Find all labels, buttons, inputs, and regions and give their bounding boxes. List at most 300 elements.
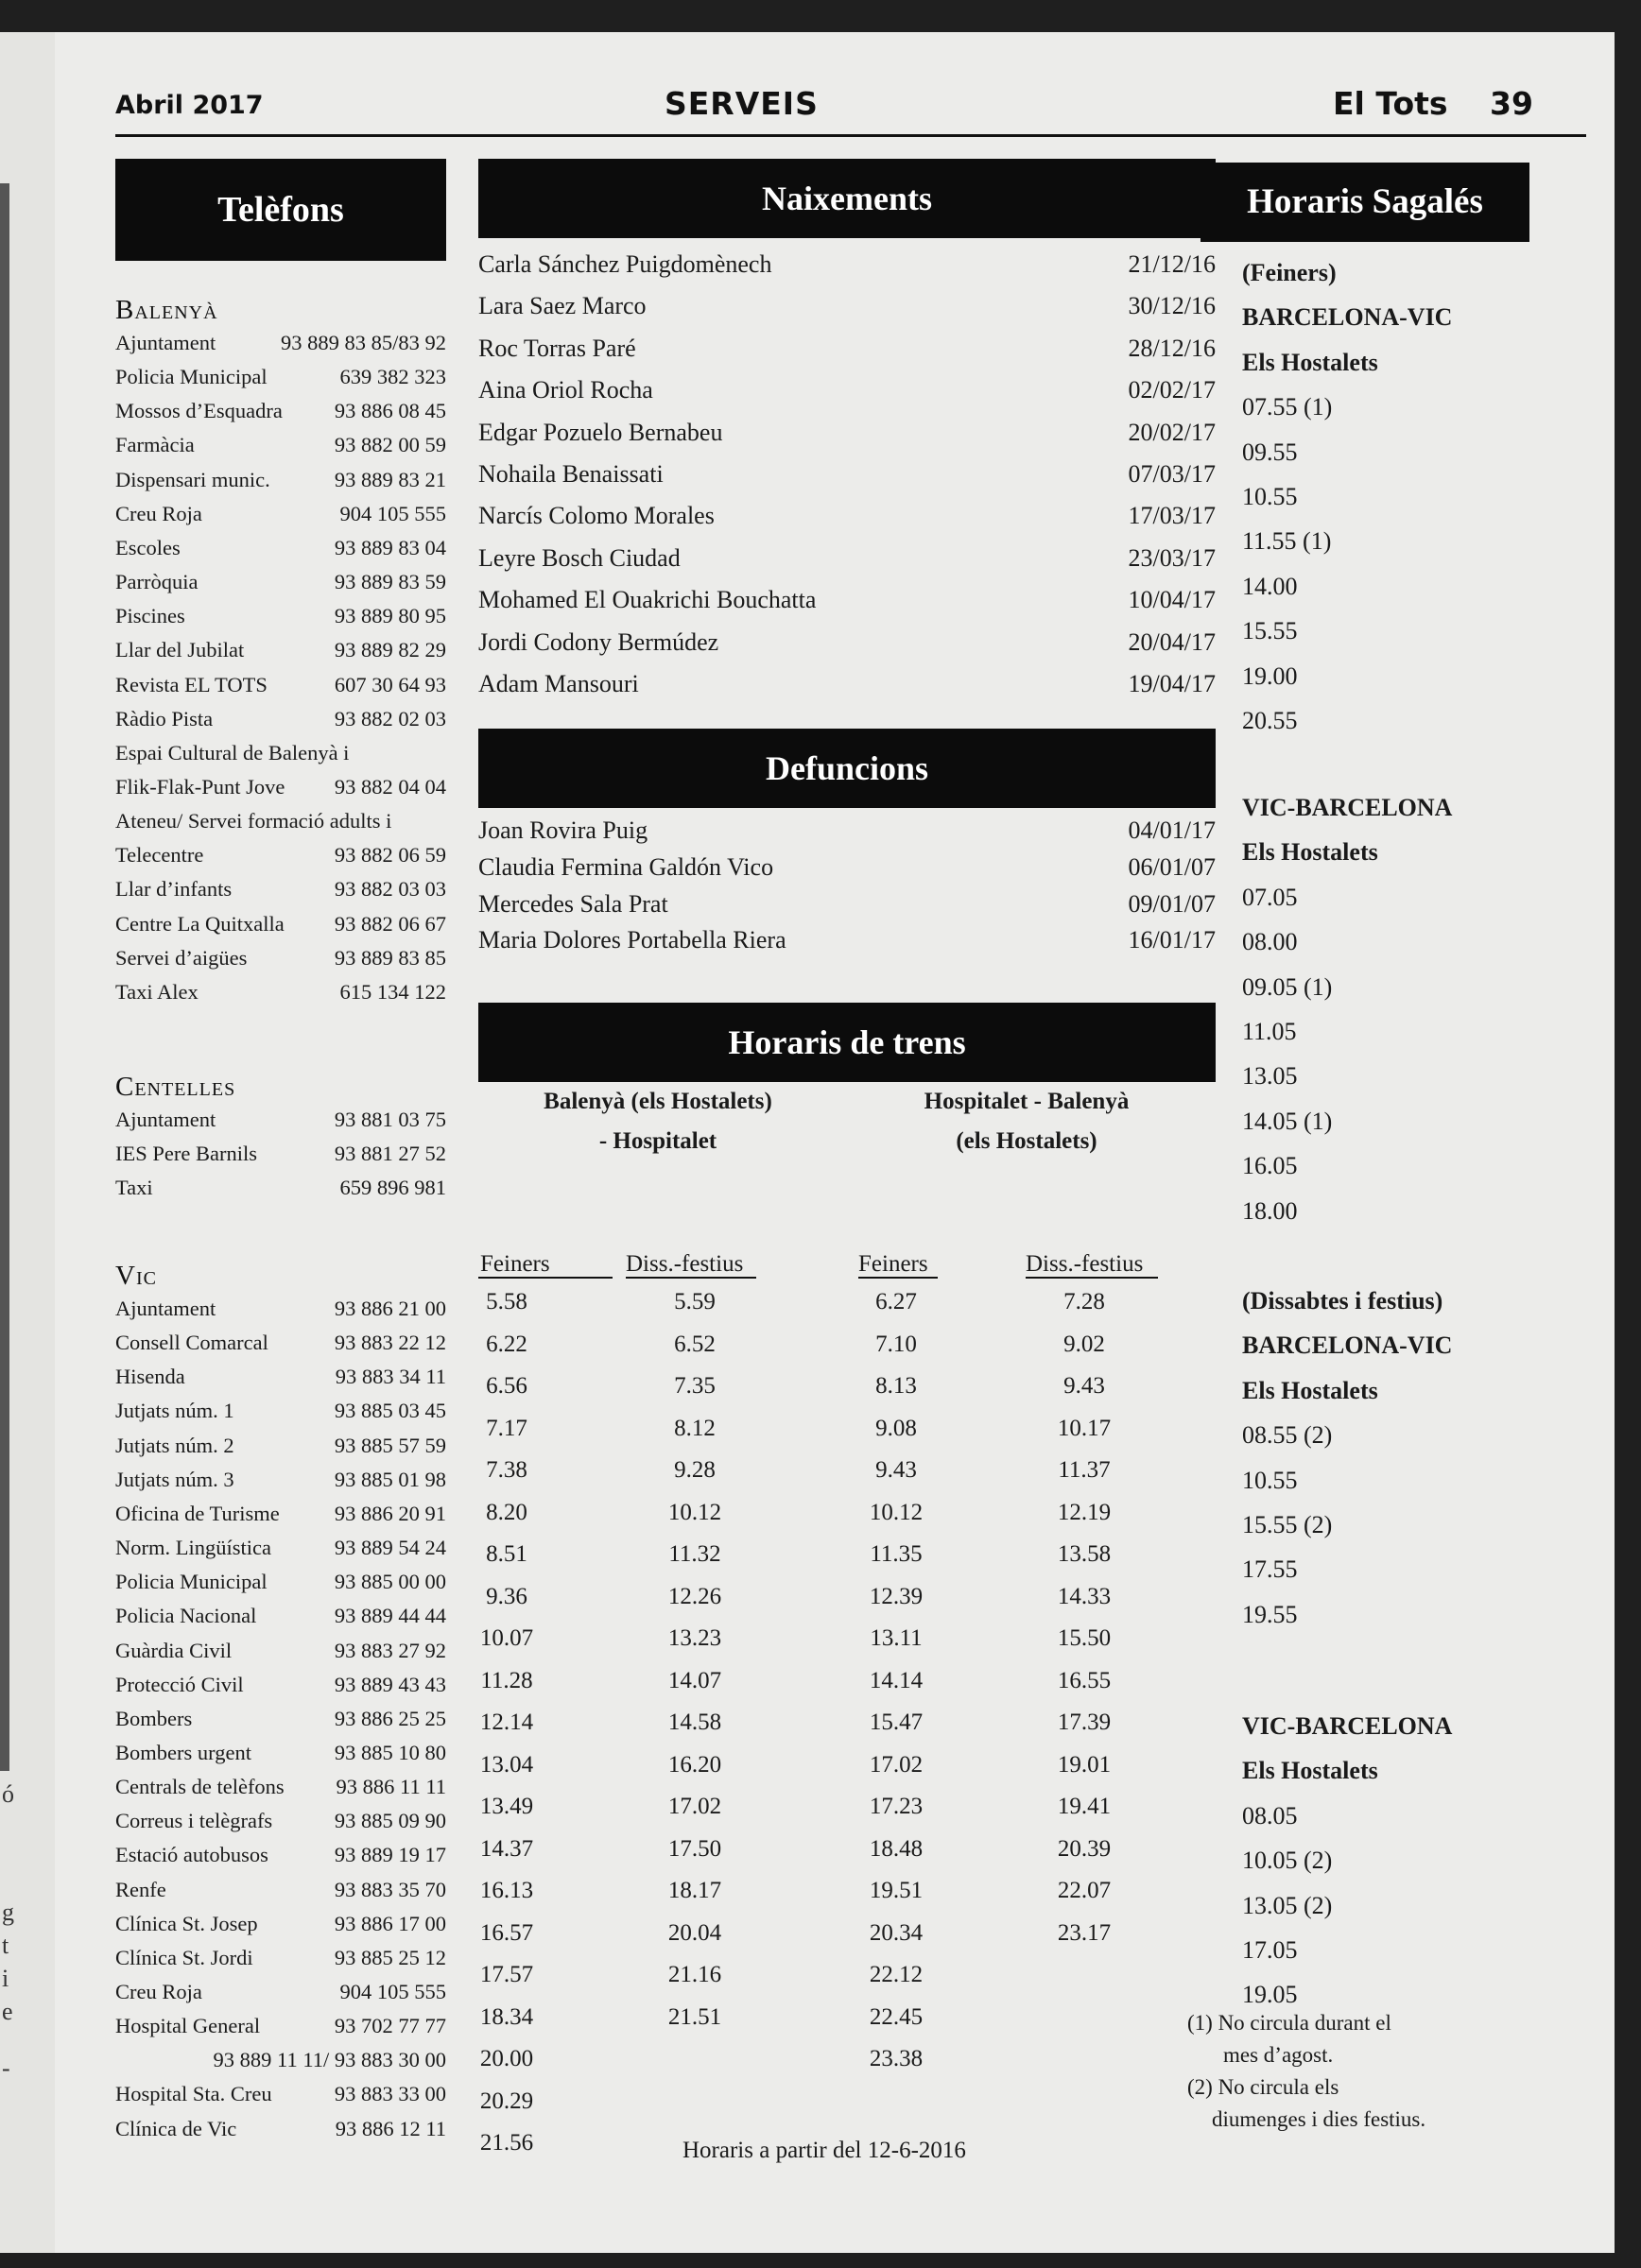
phone-entry <box>115 1741 446 1775</box>
phone-entry <box>115 570 446 604</box>
phone-entry-number: 93 886 08 45 <box>334 399 446 423</box>
sagales-time: 15.55 <box>1242 617 1298 645</box>
train-time: 9.36 <box>486 1583 527 1609</box>
phone-entry <box>115 502 446 536</box>
phone-entry <box>115 877 446 911</box>
phone-entry-name: Ràdio Pista <box>115 706 214 730</box>
defuncions-name: Maria Dolores Portabella Riera <box>478 926 786 954</box>
phone-entry-name: Centre La Quitxalla <box>115 911 285 936</box>
phone-entry-name: Telecentre <box>115 843 204 868</box>
naixements-title: Naixements <box>762 180 932 217</box>
train-col-label: Feiners <box>480 1251 550 1277</box>
phone-entry-name: Llar del Jubilat <box>115 638 245 662</box>
phone-entry-label: Espai Cultural de Balenyà i <box>115 740 350 765</box>
phone-entry-number: 904 105 555 <box>339 1980 446 2003</box>
phone-entry <box>115 912 446 946</box>
sagales-heading: BARCELONA-VIC <box>1242 303 1453 332</box>
sagales-heading: VIC-BARCELONA <box>1242 1712 1453 1740</box>
train-direction-1-line1: Balenyà (els Hostalets) <box>544 1089 772 1114</box>
train-time: 13.11 <box>870 1625 923 1651</box>
train-col-label: Feiners <box>858 1251 928 1277</box>
train-time: 17.50 <box>667 1835 722 1862</box>
train-time: 19.51 <box>869 1878 924 1903</box>
sagales-time: 18.00 <box>1242 1196 1298 1225</box>
train-time: 16.20 <box>667 1751 722 1778</box>
sagales-heading: Els Hostalets <box>1242 348 1378 376</box>
phone-entry-name: Taxi Alex <box>115 979 199 1004</box>
phone-entry-number: 93 882 06 67 <box>334 911 446 936</box>
defuncions-date: 04/01/17 <box>1128 816 1216 844</box>
train-time: 5.59 <box>674 1289 716 1314</box>
phone-entry-number: 93 886 11 11 <box>336 1775 446 1799</box>
phone-entry <box>115 2117 446 2151</box>
naixements-name: Jordi Codony Bermúdez <box>478 627 719 656</box>
sagales-time: 16.05 <box>1242 1152 1298 1180</box>
train-time: 18.17 <box>667 1878 722 1903</box>
phone-entry-number: 93 886 25 25 <box>334 1706 446 1730</box>
phone-entry <box>115 468 446 502</box>
sagales-time: 13.05 (2) <box>1242 1891 1333 1919</box>
phone-entry <box>115 365 446 399</box>
sagales-note: (2) No circula els <box>1187 2075 1339 2099</box>
phone-entry <box>115 1843 446 1877</box>
train-time: 21.56 <box>479 2130 534 2156</box>
phone-entry <box>115 1980 446 2014</box>
phone-entry-name: Bombers <box>115 1706 193 1730</box>
phone-entry-name: Protecció Civil <box>115 1672 244 1696</box>
train-time: 9.08 <box>875 1415 917 1441</box>
phone-entry-number: 93 889 80 95 <box>334 604 446 628</box>
phone-entry <box>115 707 446 741</box>
magazine-page <box>55 32 1615 2253</box>
defuncions-date: 09/01/07 <box>1128 889 1216 918</box>
phone-entry-number: 93 889 83 59 <box>334 570 446 594</box>
naixements-date: 20/02/17 <box>1128 418 1216 446</box>
phone-entry <box>115 1536 446 1570</box>
train-time: 14.37 <box>479 1835 534 1862</box>
edge-fragment: i <box>2 1965 9 1992</box>
train-col-underline <box>858 1277 938 1279</box>
phone-entry <box>115 980 446 1014</box>
phone-entry-name: Taxi <box>115 1176 153 1200</box>
phone-group-heading: Centelles <box>115 1072 236 1102</box>
phone-entry <box>115 1108 446 1142</box>
train-time: 19.41 <box>1057 1794 1112 1819</box>
train-time: 6.27 <box>875 1289 917 1314</box>
phone-entry-name: Flik-Flak-Punt Jove <box>115 774 285 799</box>
phone-entry-number: 93 885 01 98 <box>334 1467 446 1491</box>
issue-date: Abril 2017 <box>115 91 264 120</box>
sagales-note: diumenges i dies festius. <box>1212 2107 1426 2131</box>
train-time: 16.57 <box>479 1919 534 1946</box>
sagales-time: 10.55 <box>1242 483 1298 510</box>
phone-entry-number: 93 881 27 52 <box>334 1142 446 1166</box>
train-time: 6.22 <box>486 1331 527 1357</box>
phone-entry-name: Mossos d’Esquadra <box>115 399 283 423</box>
train-time: 22.12 <box>869 1962 924 1987</box>
phone-entry-number: 93 889 83 04 <box>334 535 446 559</box>
train-col-label: Diss.-festius <box>1026 1251 1144 1277</box>
phone-entry-number: 93 885 10 80 <box>334 1740 446 1764</box>
sagales-heading: Els Hostalets <box>1242 1376 1378 1404</box>
sagales-title: Horaris Sagalés <box>1247 182 1483 221</box>
phone-entry-name: Revista EL TOTS <box>115 672 268 696</box>
phone-entry <box>115 1570 446 1604</box>
edge-fragment: t <box>2 1932 9 1959</box>
sagales-time: 14.00 <box>1242 572 1298 600</box>
naixements-title-box <box>478 159 1216 238</box>
train-time: 21.16 <box>667 1962 722 1987</box>
phone-entry-name: Policia Municipal <box>115 365 268 389</box>
train-time: 22.45 <box>869 2003 924 2030</box>
phone-entry-number: 93 889 19 17 <box>334 1843 446 1867</box>
edge-fragment: - <box>2 2054 10 2082</box>
phone-entry-number: 93 885 57 59 <box>334 1433 446 1457</box>
sagales-time: 19.00 <box>1242 662 1298 690</box>
sagales-time: 19.05 <box>1242 1981 1298 2009</box>
phone-entry-name: Centrals de telèfons <box>115 1775 285 1799</box>
train-time: 7.38 <box>486 1457 527 1483</box>
phone-entry <box>115 1297 446 1331</box>
phone-entry-number: 93 886 21 00 <box>334 1297 446 1320</box>
phone-entry <box>115 1775 446 1809</box>
train-direction-2 <box>847 1089 1206 1155</box>
phone-entry-name: Jutjats núm. 3 <box>115 1467 234 1491</box>
naixements-name: Carla Sánchez Puigdomènech <box>478 250 772 278</box>
sagales-heading: VIC-BARCELONA <box>1242 794 1453 821</box>
naixements-date: 23/03/17 <box>1128 543 1216 572</box>
phone-entry-name: Jutjats núm. 2 <box>115 1433 234 1457</box>
phone-entry-number: 93 882 02 03 <box>334 706 446 730</box>
phone-entry-number: 93 885 00 00 <box>334 1570 446 1594</box>
phone-entry-number: 93 882 06 59 <box>334 843 446 868</box>
naixements-name: Edgar Pozuelo Bernabeu <box>478 418 723 446</box>
naixements-name: Adam Mansouri <box>478 670 639 697</box>
phone-entry-name: Farmàcia <box>115 433 195 457</box>
train-time: 13.04 <box>479 1751 534 1778</box>
defuncions-title: Defuncions <box>765 749 929 787</box>
sagales-heading: BARCELONA-VIC <box>1242 1332 1453 1360</box>
train-time: 17.23 <box>869 1794 924 1819</box>
train-direction-2-line1: Hospitalet - Balenyà <box>924 1089 1130 1114</box>
phone-entry-number: 93 881 03 75 <box>334 1108 446 1131</box>
phone-entry <box>115 775 446 809</box>
train-time: 18.48 <box>869 1835 924 1862</box>
publication-name: El Tots <box>1333 85 1448 122</box>
train-time: 8.12 <box>674 1415 716 1441</box>
train-time: 21.51 <box>667 2003 722 2030</box>
phone-entry <box>115 1434 446 1468</box>
phone-entry-number: 93 885 03 45 <box>334 1399 446 1423</box>
train-time: 7.10 <box>875 1331 917 1357</box>
train-time: 14.14 <box>869 1667 924 1693</box>
phone-entry-number: 93 702 77 77 <box>334 2014 446 2038</box>
phone-entry-number: 93 883 35 70 <box>334 1877 446 1901</box>
page-number: 39 <box>1490 85 1533 122</box>
train-time: 12.39 <box>869 1583 924 1609</box>
train-time: 6.56 <box>486 1373 527 1399</box>
phone-entry-number: 93 882 00 59 <box>334 433 446 457</box>
train-time: 20.39 <box>1057 1835 1112 1862</box>
phone-entry-name: Escoles <box>115 535 181 559</box>
train-time: 10.07 <box>479 1625 534 1651</box>
train-time: 17.02 <box>869 1751 924 1778</box>
phone-entry <box>115 1809 446 1843</box>
sagales-time: 17.05 <box>1242 1936 1298 1964</box>
train-time: 12.19 <box>1057 1499 1112 1525</box>
sagales-time: 08.55 (2) <box>1242 1421 1333 1450</box>
phone-entry <box>115 1176 446 1210</box>
train-time: 18.34 <box>479 2003 534 2030</box>
sagales-note: (1) No circula durant el <box>1187 2011 1391 2035</box>
phone-entry-name: Policia Municipal <box>115 1570 268 1594</box>
phone-entry-number: 659 896 981 <box>339 1176 446 1200</box>
train-col-underline <box>626 1277 756 1279</box>
phone-entry <box>115 1502 446 1536</box>
naixements-date: 19/04/17 <box>1128 670 1216 697</box>
phone-entry <box>115 1946 446 1980</box>
trens-title-box <box>478 1003 1216 1082</box>
phone-entry-name: IES Pere Barnils <box>115 1142 257 1166</box>
sagales-time: 11.05 <box>1242 1018 1297 1045</box>
phone-entry <box>115 1673 446 1707</box>
train-time: 19.01 <box>1057 1751 1112 1778</box>
phone-entry-name: Hospital General <box>115 2014 261 2038</box>
phone-entry-name: Jutjats núm. 1 <box>115 1399 234 1423</box>
train-time: 12.26 <box>667 1583 722 1609</box>
sagales-time: 10.05 (2) <box>1242 1847 1333 1875</box>
phone-entry-number: 93 882 04 04 <box>334 774 446 799</box>
sagales-time: 14.05 (1) <box>1242 1107 1333 1135</box>
train-time: 9.28 <box>674 1457 716 1483</box>
phone-entry-number: 639 382 323 <box>339 365 446 389</box>
phone-entry-number: 93 889 83 21 <box>334 467 446 491</box>
phone-entry <box>115 2014 446 2048</box>
sagales-time: 13.05 <box>1242 1062 1298 1091</box>
train-time: 10.12 <box>667 1499 722 1525</box>
train-time: 6.52 <box>674 1331 716 1357</box>
naixements-name: Roc Torras Paré <box>478 334 636 362</box>
phone-entry <box>115 638 446 672</box>
edge-fragment: ó <box>2 1780 14 1808</box>
train-time: 7.28 <box>1063 1289 1105 1314</box>
phone-entry-name: Norm. Lingüística <box>115 1536 271 1560</box>
defuncions-date: 16/01/17 <box>1128 926 1216 954</box>
train-time: 10.17 <box>1057 1415 1112 1441</box>
phone-entry-name: Estació autobusos <box>115 1843 268 1867</box>
phone-entry <box>115 536 446 570</box>
naixements-date: 17/03/17 <box>1128 502 1216 530</box>
phone-entry-number: 93 883 33 00 <box>334 2082 446 2106</box>
phone-entry-name: Policia Nacional <box>115 1604 257 1628</box>
phone-entry-name: Hospital Sta. Creu <box>115 2082 272 2106</box>
phone-entry-number: 93 883 27 92 <box>334 1638 446 1662</box>
phone-entry-number: 93 886 20 91 <box>334 1501 446 1525</box>
phone-entry-name: Clínica St. Jordi <box>115 1945 253 1969</box>
phone-entry-name: Ajuntament <box>115 331 216 354</box>
sagales-time: 08.00 <box>1242 928 1298 956</box>
phone-entry-name: Renfe <box>115 1877 166 1901</box>
trens-title: Horaris de trens <box>728 1023 966 1061</box>
naixements-date: 21/12/16 <box>1128 250 1216 278</box>
phone-entry-name: Clínica de Vic <box>115 2116 237 2140</box>
train-time: 15.47 <box>869 1710 924 1735</box>
train-time: 7.17 <box>486 1415 527 1441</box>
sagales-time: 07.55 (1) <box>1242 393 1333 421</box>
phone-entry-name: Guàrdia Civil <box>115 1638 233 1662</box>
phone-group-heading: Vic <box>115 1261 157 1291</box>
sagales-heading: Els Hostalets <box>1242 838 1378 867</box>
train-col-underline <box>1026 1277 1158 1279</box>
edge-photo-strip <box>0 183 9 1771</box>
phone-entry <box>115 1604 446 1638</box>
naixements-name: Nohaila Benaissati <box>478 460 664 488</box>
train-time: 14.07 <box>667 1667 722 1693</box>
phone-entry-number: 93 886 17 00 <box>334 1911 446 1935</box>
phone-entry <box>115 2082 446 2116</box>
train-time: 23.17 <box>1057 1919 1112 1946</box>
phone-entry-number: 607 30 64 93 <box>334 672 446 696</box>
sagales-time: 10.55 <box>1242 1466 1298 1494</box>
phone-entry-number: 93 889 83 85 <box>334 945 446 970</box>
phone-entry <box>115 331 446 365</box>
defuncions-name: Mercedes Sala Prat <box>478 889 668 918</box>
train-time: 22.07 <box>1057 1878 1112 1903</box>
train-col-label: Diss.-festius <box>626 1251 744 1277</box>
defuncions-title-box <box>478 729 1216 808</box>
sagales-note: mes d’agost. <box>1223 2043 1334 2067</box>
sagales-time: 09.55 <box>1242 438 1298 466</box>
train-time: 16.13 <box>479 1878 534 1903</box>
sagales-heading: (Feiners) <box>1242 259 1337 286</box>
previous-page-edge <box>0 32 58 2253</box>
train-time: 15.50 <box>1057 1625 1112 1651</box>
sagales-heading: (Dissabtes i festius) <box>1242 1287 1443 1314</box>
phone-entry <box>115 433 446 467</box>
sagales-time: 17.55 <box>1242 1555 1298 1584</box>
sagales-heading: Els Hostalets <box>1242 1757 1378 1785</box>
train-direction-2-line2: (els Hostalets) <box>956 1128 1097 1154</box>
phone-entry-number: 93 886 12 11 <box>335 2116 446 2140</box>
phone-entry-number: 93 883 34 11 <box>335 1365 446 1389</box>
phone-entry-number: 93 883 22 12 <box>334 1331 446 1355</box>
phone-entry-label: Ateneu/ Servei formació adults i <box>115 809 392 833</box>
train-time: 13.23 <box>667 1625 722 1651</box>
phone-entry-number: 93 889 82 29 <box>334 638 446 662</box>
train-time: 11.32 <box>668 1541 721 1567</box>
naixements-date: 07/03/17 <box>1128 460 1216 488</box>
phone-entry <box>115 843 446 877</box>
phone-entry <box>115 1639 446 1673</box>
train-time: 20.04 <box>667 1919 722 1946</box>
train-time: 17.57 <box>479 1962 534 1987</box>
naixements-name: Aina Oriol Rocha <box>478 376 653 404</box>
phone-entry-name: Ajuntament <box>115 1297 216 1320</box>
train-time: 9.43 <box>875 1457 917 1483</box>
edge-fragment: e <box>2 1998 13 2025</box>
phone-entry-name: Creu Roja <box>115 501 202 525</box>
phone-entry <box>115 1399 446 1433</box>
naixements-name: Mohamed El Ouakrichi Bouchatta <box>478 586 817 614</box>
phone-entry <box>115 1468 446 1502</box>
train-time: 13.49 <box>479 1794 534 1819</box>
train-time: 5.58 <box>486 1289 527 1314</box>
phone-entry <box>115 1365 446 1399</box>
phone-entry <box>115 673 446 707</box>
train-time: 11.35 <box>870 1541 923 1567</box>
train-time: 14.33 <box>1057 1583 1112 1609</box>
phone-entry-name: Creu Roja <box>115 1980 202 2003</box>
train-footnote: Horaris a partir del 12-6-2016 <box>682 2138 966 2163</box>
naixements-date: 20/04/17 <box>1128 627 1216 656</box>
phone-entry-name: Clínica St. Josep <box>115 1911 258 1935</box>
phone-entry <box>115 1912 446 1946</box>
phone-entry-number: 93 885 25 12 <box>334 1945 446 1969</box>
section-title: SERVEIS <box>665 85 819 122</box>
phone-entry-name: Correus i telègrafs <box>115 1809 273 1833</box>
header-rule <box>115 134 1586 137</box>
train-col-underline <box>478 1277 613 1279</box>
train-time: 11.37 <box>1058 1457 1111 1483</box>
phone-entry <box>115 1331 446 1365</box>
naixements-name: Narcís Colomo Morales <box>478 502 715 530</box>
sagales-time: 08.05 <box>1242 1801 1298 1830</box>
train-time: 12.14 <box>479 1710 534 1735</box>
train-time: 17.02 <box>667 1794 722 1819</box>
sagales-time: 11.55 (1) <box>1242 527 1332 556</box>
phone-entry-name: Parròquia <box>115 570 199 594</box>
train-time: 8.51 <box>486 1541 527 1567</box>
sagales-time: 09.05 (1) <box>1242 972 1333 1001</box>
train-time: 20.29 <box>479 2088 534 2114</box>
sagales-time: 15.55 (2) <box>1242 1511 1333 1538</box>
sagales-time: 07.05 <box>1242 883 1298 911</box>
naixements-date: 30/12/16 <box>1128 292 1216 320</box>
naixements-name: Leyre Bosch Ciudad <box>478 543 681 572</box>
naixements-name: Lara Saez Marco <box>478 292 647 320</box>
sagales-time: 19.55 <box>1242 1600 1298 1628</box>
phone-entry-number: 93 889 43 43 <box>334 1672 446 1696</box>
train-time: 14.58 <box>667 1710 722 1735</box>
naixements-date: 28/12/16 <box>1128 334 1216 362</box>
train-time: 11.28 <box>480 1667 533 1693</box>
phone-entry-number: 93 889 44 44 <box>334 1604 446 1628</box>
phone-entry-name: Piscines <box>115 604 185 628</box>
train-time: 23.38 <box>869 2046 924 2071</box>
train-time: 20.34 <box>869 1919 924 1946</box>
train-time: 17.39 <box>1057 1710 1112 1735</box>
train-direction-1-line2: - Hospitalet <box>598 1128 717 1154</box>
train-time: 16.55 <box>1057 1667 1112 1693</box>
telefons-title-box <box>115 159 446 261</box>
phone-entry-name: Hisenda <box>115 1365 185 1389</box>
telefons-title: Telèfons <box>217 190 344 230</box>
phone-entry-name: Servei d’aigües <box>115 945 248 970</box>
train-time: 8.20 <box>486 1499 527 1525</box>
phone-entry <box>115 1142 446 1176</box>
phone-entry <box>115 946 446 980</box>
phone-group-heading: Balenyà <box>115 295 218 325</box>
phone-entry <box>115 399 446 433</box>
defuncions-date: 06/01/07 <box>1128 852 1216 881</box>
train-time: 13.58 <box>1057 1541 1112 1567</box>
train-direction-1 <box>478 1089 838 1155</box>
phone-entry-number: 93 885 09 90 <box>334 1809 446 1833</box>
phone-entry-name: Dispensari munic. <box>115 467 270 491</box>
defuncions-name: Claudia Fermina Galdón Vico <box>478 852 774 881</box>
naixements-date: 02/02/17 <box>1128 376 1216 404</box>
phone-entry <box>115 1878 446 1912</box>
